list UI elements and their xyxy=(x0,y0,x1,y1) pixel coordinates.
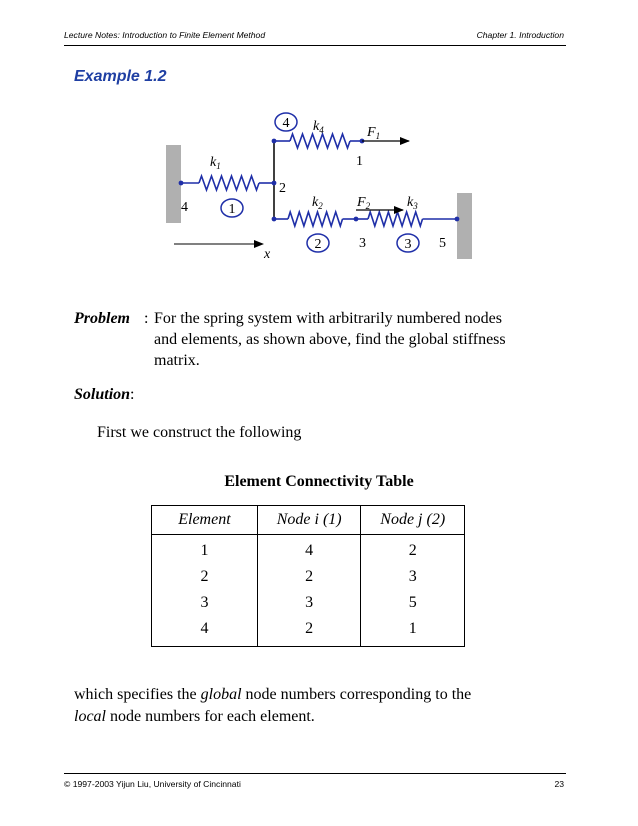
node-dot-2b xyxy=(272,139,277,144)
table-cell: 4 xyxy=(257,535,361,565)
force-label-f2: $F_2$ xyxy=(357,195,371,211)
table-row xyxy=(152,564,465,590)
element-label-1: 1 xyxy=(228,202,236,217)
table-cell: 3 xyxy=(257,590,361,616)
table-cell: 3 xyxy=(152,590,258,616)
node-label-4: 4 xyxy=(181,200,188,215)
table-cell: 2 xyxy=(257,616,361,647)
spring-label-k4: $k_4$ xyxy=(313,119,324,135)
spring-k2 xyxy=(274,212,356,226)
spring-system-figure xyxy=(0,0,638,300)
node-dot-5 xyxy=(455,217,460,222)
intro-sentence: First we construct the following xyxy=(97,424,302,441)
table-row xyxy=(152,535,465,565)
problem-line-2: and elements, as shown above, find the global stiffness xyxy=(154,331,506,348)
header-node-j: Node j (2) xyxy=(361,506,465,535)
problem-line-1: For the spring system with arbitrarily numbered nodes xyxy=(154,310,502,327)
table-cell: 1 xyxy=(152,535,258,565)
table-cell: 2 xyxy=(152,564,258,590)
table-row xyxy=(152,616,465,647)
node-dot-2a xyxy=(272,181,277,186)
problem-line-3: matrix. xyxy=(154,352,200,369)
solution-heading xyxy=(74,386,134,404)
table-row xyxy=(152,590,465,616)
spring-label-k1: $k_1$ xyxy=(210,155,221,171)
table-title: Element Connectivity Table xyxy=(224,473,414,490)
element-label-4: 4 xyxy=(282,116,290,131)
table-cell: 2 xyxy=(361,535,465,565)
table-cell: 3 xyxy=(361,564,465,590)
table-cell: 5 xyxy=(361,590,465,616)
node-dot-4 xyxy=(179,181,184,186)
spring-k3 xyxy=(356,212,457,226)
solution-colon: : xyxy=(130,386,135,403)
example-title: Example 1.2 xyxy=(74,68,167,85)
node-label-5: 5 xyxy=(439,236,446,251)
spring-k4 xyxy=(274,134,362,148)
solution-label: Solution xyxy=(74,386,131,403)
spring-label-k3: $k_3$ xyxy=(407,195,418,211)
closing-part-1: which specifies the xyxy=(74,686,201,703)
closing-global: global xyxy=(200,686,242,703)
header-node-i: Node i (1) xyxy=(257,506,361,535)
node-dot-3 xyxy=(354,217,359,222)
table-cell: 2 xyxy=(257,564,361,590)
closing-paragraph xyxy=(74,684,471,728)
closing-part-2: node numbers corresponding to the xyxy=(241,686,472,703)
header-course-title: Lecture Notes: Introduction to Finite Element Method xyxy=(64,30,266,40)
footer-rule xyxy=(64,773,566,774)
force-label-f1: $F_1$ xyxy=(367,125,381,141)
closing-local: local xyxy=(74,708,106,725)
page-number: 23 xyxy=(554,779,564,789)
x-axis-label: x xyxy=(264,247,271,262)
left-wall xyxy=(166,145,181,223)
spring-k1 xyxy=(181,176,274,190)
closing-part-3: node numbers for each element. xyxy=(106,708,315,725)
node-dot-2c xyxy=(272,217,277,222)
node-label-2: 2 xyxy=(279,181,286,196)
connectivity-table xyxy=(151,505,465,647)
element-label-2: 2 xyxy=(314,237,322,252)
footer-copyright: © 1997-2003 Yijun Liu, University of Cincinnati xyxy=(64,779,241,789)
header-element: Element xyxy=(152,506,258,535)
table-header-row xyxy=(152,506,465,535)
right-wall xyxy=(457,193,472,259)
table-cell: 4 xyxy=(152,616,258,647)
problem-label: Problem xyxy=(74,310,130,327)
table-cell: 1 xyxy=(361,616,465,647)
node-label-3: 3 xyxy=(359,236,366,251)
header-chapter: Chapter 1. Introduction xyxy=(476,30,564,40)
problem-colon: : xyxy=(144,310,149,327)
node-label-1: 1 xyxy=(356,154,363,169)
element-label-3: 3 xyxy=(404,237,412,252)
spring-label-k2: $k_2$ xyxy=(312,195,323,211)
